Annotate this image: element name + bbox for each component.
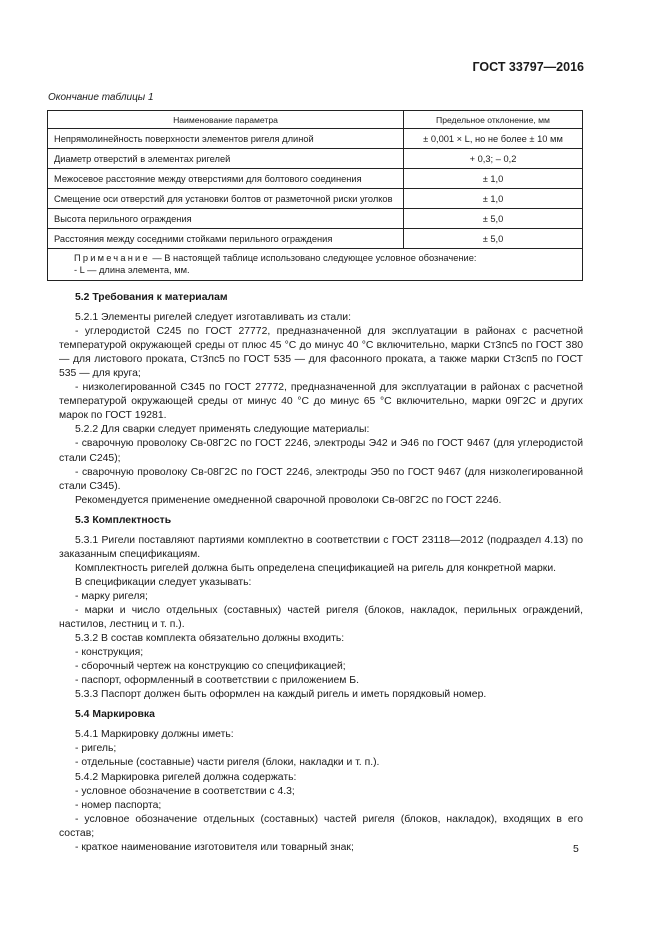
- column-header-deviation: Предельное отклонение, мм: [404, 111, 583, 129]
- table-row: [48, 169, 583, 189]
- paragraph: - сборочный чертеж на конструкцию со спецификацией;: [75, 661, 346, 673]
- paragraph: 5.3.3 Паспорт должен быть оформлен на каждый ригель и иметь порядковый номер.: [75, 689, 487, 701]
- deviation-cell: ± 1,0: [404, 189, 583, 209]
- paragraph: 5.3.2 В состав комплекта обязательно должны входить:: [75, 633, 345, 645]
- table-row: [48, 129, 583, 149]
- table-row: [48, 209, 583, 229]
- paragraph: - низколегированной С345 по ГОСТ 27772, предназначенной для эксплуатации в районах с расчетной температурой окружающей среды от минус 40 °С до минус 65 °С включительно, марки 09Г2С и других марок по ГОСТ 19281.: [59, 382, 583, 422]
- section-heading-completeness: 5.3 Комплектность: [75, 514, 172, 526]
- page-number: 5: [573, 843, 579, 855]
- deviation-cell: ± 0,001 × L, но не более ± 10 мм: [404, 129, 583, 149]
- paragraph: - номер паспорта;: [75, 799, 162, 811]
- paragraph: - марку ригеля;: [75, 590, 148, 602]
- parameter-cell: Межосевое расстояние между отверстиями для болтового соединения: [48, 169, 404, 189]
- note-label: Примечание: [74, 253, 150, 263]
- section-heading-materials: 5.2 Требования к материалам: [75, 292, 228, 303]
- paragraph: - условное обозначение в соответствии с 4.3;: [75, 785, 295, 797]
- section-heading-marking: 5.4 Маркировка: [75, 709, 155, 721]
- paragraph: - сварочную проволоку Св-08Г2С по ГОСТ 2246, электроды Э42 и Э46 по ГОСТ 9467 (для углеродистой стали С245);: [59, 438, 583, 464]
- deviation-cell: ± 5,0: [404, 209, 583, 229]
- paragraph: Рекомендуется применение омедненной сварочной проволоки Св-08Г2С по ГОСТ 2246.: [75, 494, 502, 506]
- table-caption: Окончание таблицы 1: [48, 92, 154, 103]
- paragraph: - условное обозначение отдельных (составных) частей ригеля (блоков, накладок), входящих в его состав;: [59, 813, 583, 839]
- parameter-cell: Высота перильного ограждения: [48, 209, 404, 229]
- deviation-cell: + 0,3; – 0,2: [404, 149, 583, 169]
- table-row: [48, 149, 583, 169]
- paragraph: - ригель;: [75, 743, 117, 755]
- deviation-cell: ± 5,0: [404, 229, 583, 249]
- paragraph: - углеродистой С245 по ГОСТ 27772, предназначенной для эксплуатации в районах с расчетной температурой окружающей среды от плюс 45 °С до минус 40 °С включительно, марки Ст3пс5 по ГОСТ 380 — для листового проката, Ст3пс5 по ГОСТ 535 — для фасонного проката, а также марки Ст3сп5 по ГОСТ 535 — для круга;: [59, 326, 583, 380]
- document-body: [59, 291, 583, 855]
- paragraph: Комплектность ригелей должна быть определена спецификацией на ригель для конкретной марки.: [75, 562, 557, 574]
- parameter-cell: Расстояния между соседними стойками перильного ограждения: [48, 229, 404, 249]
- paragraph: 5.4.1 Маркировку должны иметь:: [75, 729, 234, 741]
- table-row: [48, 229, 583, 249]
- deviation-cell: ± 1,0: [404, 169, 583, 189]
- note-text: — В настоящей таблице использовано следующее условное обозначение:: [149, 253, 477, 263]
- note-line-1: [74, 253, 558, 265]
- table-header-row: [48, 111, 583, 129]
- paragraph: 5.4.2 Маркировка ригелей должна содержать:: [75, 771, 297, 783]
- parameter-cell: Диаметр отверстий в элементах ригелей: [48, 149, 404, 169]
- parameter-cell: Смещение оси отверстий для установки болтов от разметочной риски уголков: [48, 189, 404, 209]
- paragraph: - конструкция;: [75, 647, 144, 659]
- paragraph: - марки и число отдельных (составных) частей ригеля (блоков, накладок, перильных ограждений, настилов, лестниц и т. п.).: [59, 604, 583, 631]
- paragraph: - паспорт, оформленный в соответствии с приложением Б.: [75, 675, 359, 687]
- note-line-2: - L — длина элемента, мм.: [74, 264, 190, 275]
- table-note: [48, 249, 583, 281]
- table-row: [48, 189, 583, 209]
- paragraph: - отдельные (составные) части ригеля (блоки, накладки и т. п.).: [75, 757, 380, 769]
- document-id: ГОСТ 33797—2016: [472, 60, 584, 74]
- paragraph: - сварочную проволоку Св-08Г2С по ГОСТ 2246, электроды Э50 по ГОСТ 9467 (для низколегированной стали С345).: [59, 466, 583, 492]
- paragraph: 5.3.1 Ригели поставляют партиями комплектно в соответствии с ГОСТ 23118—2012 (подраздел 4.13) по заказанным спецификациям.: [59, 534, 583, 560]
- table-note-row: [48, 249, 583, 281]
- paragraph: - краткое наименование изготовителя или товарный знак;: [75, 841, 354, 853]
- parameter-cell: Непрямолинейность поверхности элементов ригеля длиной: [48, 129, 404, 149]
- paragraph: В спецификации следует указывать:: [75, 576, 252, 588]
- parameters-table: [47, 110, 583, 281]
- column-header-parameter: Наименование параметра: [48, 111, 404, 129]
- paragraph: 5.2.2 Для сварки следует применять следующие материалы:: [75, 424, 370, 436]
- paragraph: 5.2.1 Элементы ригелей следует изготавливать из стали:: [75, 312, 351, 324]
